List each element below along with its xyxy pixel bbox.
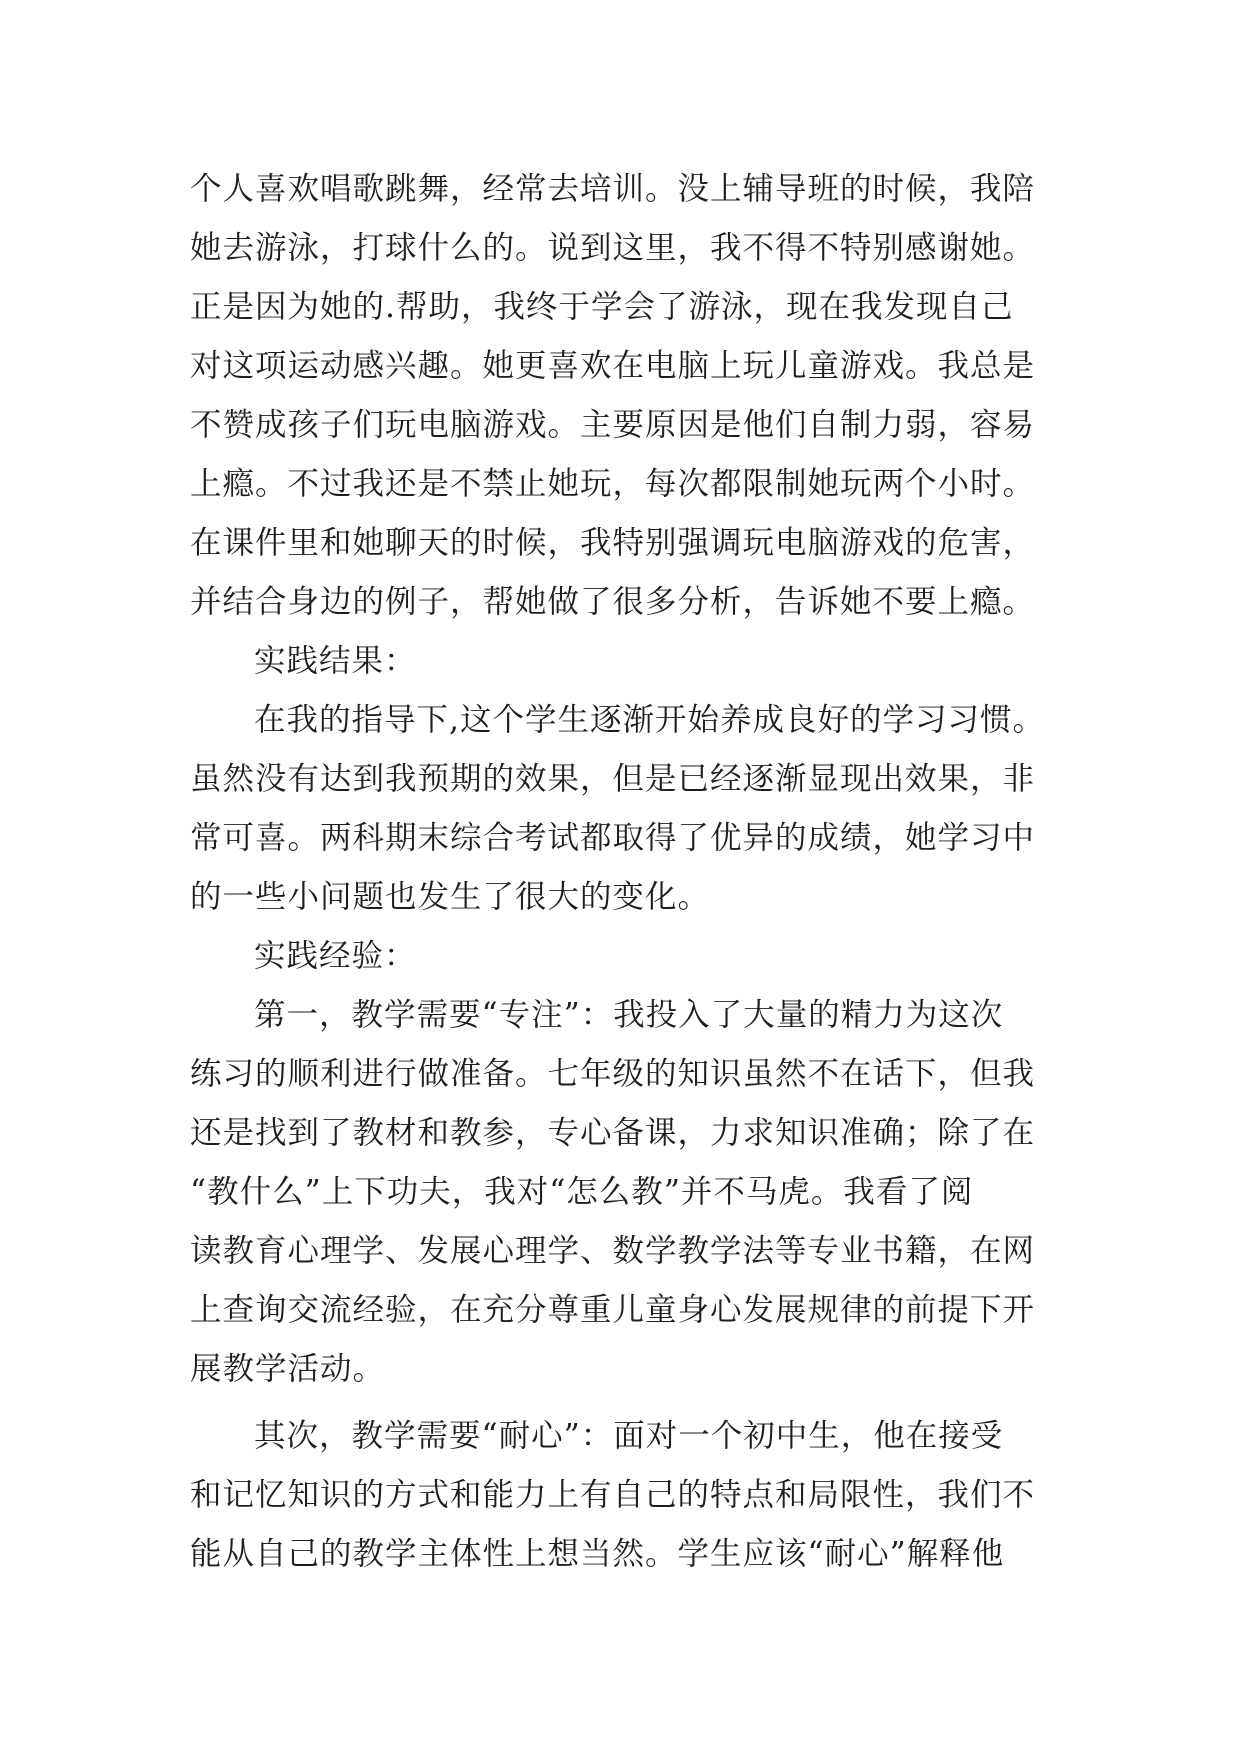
text-line: 和记忆知识的方式和能力上有自己的特点和局限性，我们不 [190, 1477, 1036, 1513]
text-line: 在我的指导下,这个学生逐渐开始养成良好的学习习惯。 [254, 702, 1046, 738]
text-line: 不赞成孩子们玩电脑游戏。主要原因是他们自制力弱，容易 [190, 407, 1036, 443]
text-line: 对这项运动感兴趣。她更喜欢在电脑上玩儿童游戏。我总是 [190, 348, 1036, 384]
text-line: 个人喜欢唱歌跳舞，经常去培训。没上辅导班的时候，我陪 [190, 171, 1036, 207]
section-heading: 实践结果： [254, 643, 417, 679]
text-line: 在课件里和她聊天的时候，我特别强调玩电脑游戏的危害， [190, 525, 1036, 561]
text-line: 常可喜。两科期末综合考试都取得了优异的成绩，她学习中 [190, 820, 1036, 856]
text-line: “教什么”上下功夫，我对“怎么教”并不马虎。我看了阅 [190, 1174, 974, 1210]
text-line: 第一，教学需要“专注”：我投入了大量的精力为这次 [254, 997, 1004, 1033]
text-line: 还是找到了教材和教参，专心备课，力求知识准确；除了在 [190, 1115, 1036, 1151]
section-heading: 实践经验： [254, 938, 417, 974]
text-line: 读教育心理学、发展心理学、数学教学法等专业书籍，在网 [190, 1233, 1036, 1269]
text-line: 正是因为她的.帮助，我终于学会了游泳，现在我发现自己 [190, 289, 1014, 325]
body-text [190, 160, 1060, 1584]
text-line: 上瘾。不过我还是不禁止她玩，每次都限制她玩两个小时。 [190, 466, 1036, 502]
text-line: 其次，教学需要“耐心”：面对一个初中生，他在接受 [254, 1418, 1004, 1454]
text-line: 并结合身边的例子，帮她做了很多分析，告诉她不要上瘾。 [190, 584, 1036, 620]
text-line: 的一些小问题也发生了很大的变化。 [190, 879, 711, 915]
text-line: 展教学活动。 [190, 1351, 386, 1387]
text-line: 她去游泳，打球什么的。说到这里，我不得不特别感谢她。 [190, 230, 1036, 266]
text-line: 上查询交流经验，在充分尊重儿童身心发展规律的前提下开 [190, 1292, 1036, 1328]
text-line: 能从自己的教学主体性上想当然。学生应该“耐心”解释他 [190, 1536, 1005, 1572]
text-line: 虽然没有达到我预期的效果，但是已经逐渐显现出效果，非 [190, 761, 1036, 797]
text-line: 练习的顺利进行做准备。七年级的知识虽然不在话下，但我 [190, 1056, 1036, 1092]
